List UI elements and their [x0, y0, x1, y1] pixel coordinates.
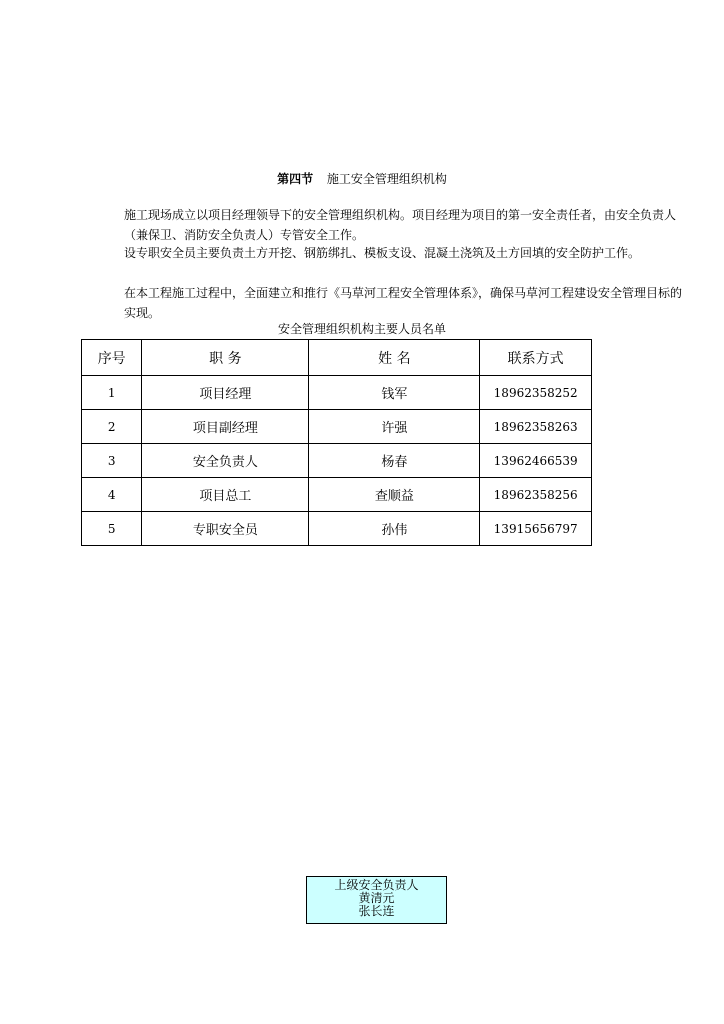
cell-contact: 18962358256 [480, 478, 592, 512]
cell-contact: 18962358252 [480, 376, 592, 410]
cell-position: 项目经理 [142, 376, 309, 410]
cell-index: 4 [82, 478, 142, 512]
cell-name: 查顺益 [309, 478, 480, 512]
cell-index: 1 [82, 376, 142, 410]
cell-name: 孙伟 [309, 512, 480, 546]
cell-name: 许强 [309, 410, 480, 444]
cell-index: 2 [82, 410, 142, 444]
section-heading [0, 170, 724, 187]
cell-contact: 13915656797 [480, 512, 592, 546]
cell-name: 杨春 [309, 444, 480, 478]
table-row [82, 444, 592, 478]
section-title: 施工安全管理组织机构 [326, 172, 447, 186]
cell-position: 安全负责人 [142, 444, 309, 478]
org-box-title: 上级安全负责人 [334, 878, 419, 892]
org-box-name: 张长连 [358, 904, 395, 918]
header-index: 序号 [82, 340, 142, 376]
paragraph-3: 在本工程施工过程中，全面建立和推行《马草河工程安全管理体系》，确保马草河工程建设安全管理目标的实现。 [124, 286, 683, 320]
cell-position: 项目副经理 [142, 410, 309, 444]
staff-table [81, 339, 592, 546]
cell-position: 项目总工 [142, 478, 309, 512]
cell-index: 5 [82, 512, 142, 546]
paragraph-1: 施工现场成立以项目经理领导下的安全管理组织机构。项目经理为项目的第一安全责任者，由安全负责人（兼保卫、消防安全负责人）专管安全工作。 [124, 208, 677, 242]
cell-contact: 18962358263 [480, 410, 592, 444]
header-name: 姓 名 [309, 340, 480, 376]
cell-index: 3 [82, 444, 142, 478]
header-contact: 联系方式 [480, 340, 592, 376]
cell-contact: 13962466539 [480, 444, 592, 478]
table-header-row [82, 340, 592, 376]
org-box-name: 黄清元 [358, 891, 395, 905]
table-row [82, 478, 592, 512]
section-number: 第四节 [277, 172, 314, 186]
table-row [82, 376, 592, 410]
cell-name: 钱军 [309, 376, 480, 410]
header-position: 职 务 [142, 340, 309, 376]
org-chart-box [306, 876, 447, 924]
table-caption: 安全管理组织机构主要人员名单 [277, 322, 446, 336]
paragraph-2: 设专职安全员主要负责土方开挖、钢筋绑扎、模板支设、混凝土浇筑及土方回填的安全防护工作。 [124, 246, 641, 260]
table-row [82, 512, 592, 546]
cell-position: 专职安全员 [142, 512, 309, 546]
table-row [82, 410, 592, 444]
